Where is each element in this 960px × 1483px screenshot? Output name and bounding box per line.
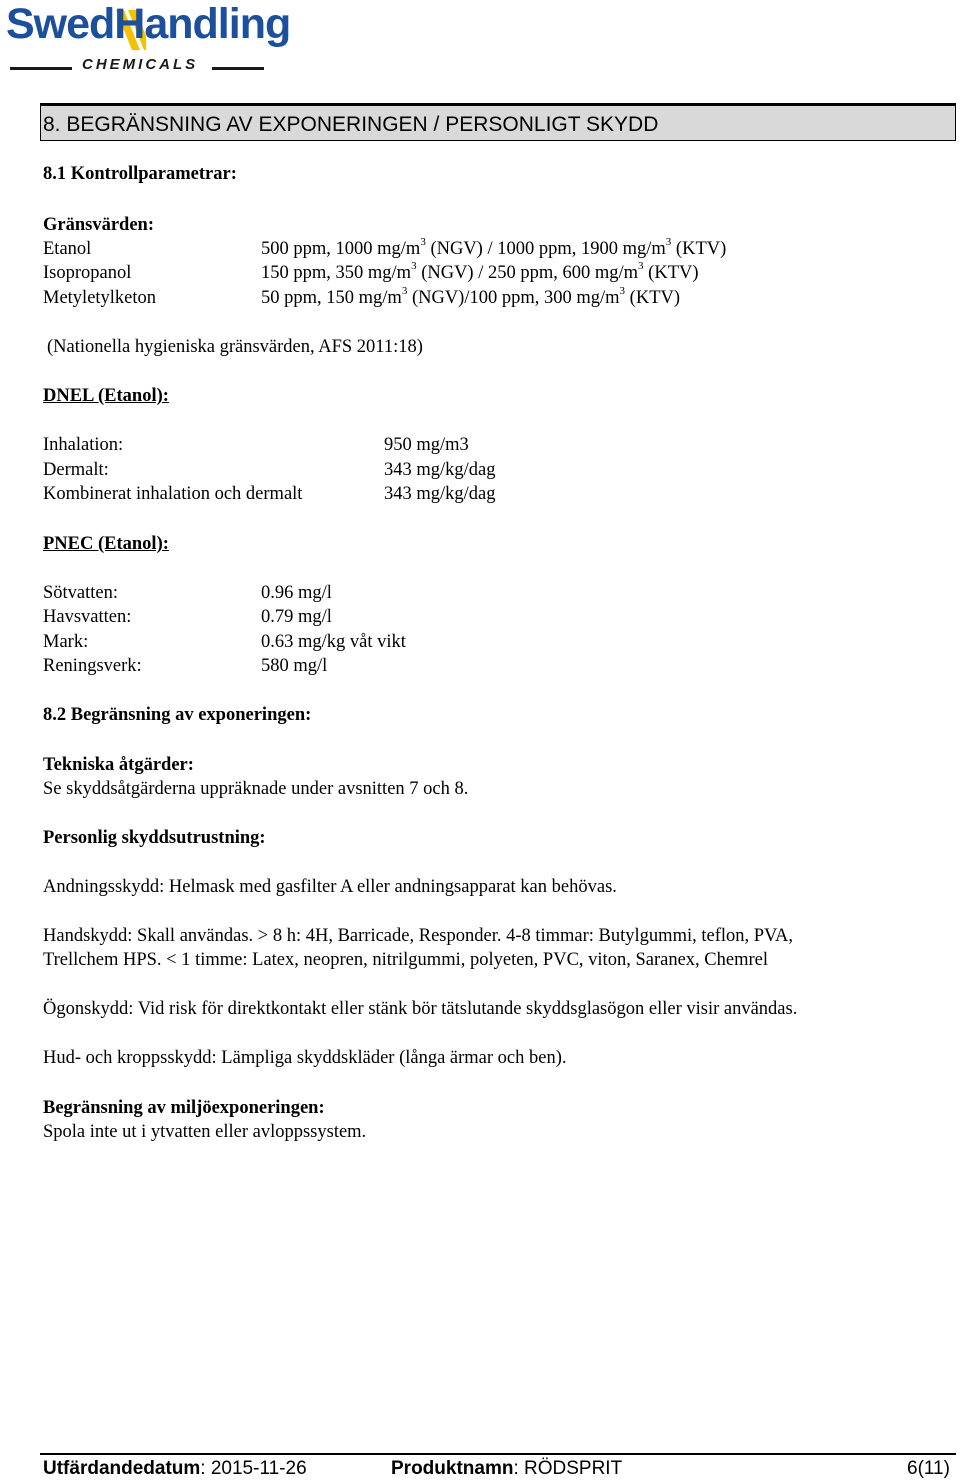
ppe-body-text: Hud- och kroppsskydd: Lämpliga skyddskläder (långa ärmar och ben).	[43, 1048, 567, 1068]
logo-brand: SwedHandling	[6, 0, 291, 48]
subsection-8-2-heading: 8.2 Begränsning av exponeringen:	[43, 705, 312, 725]
limits-note: (Nationella hygieniska gränsvärden, AFS 2011:18)	[47, 337, 423, 357]
limit-values-etanol: 500 ppm, 1000 $mg/m^3$ (NGV) / 1000 ppm, 1900 $mg/m^3$ (KTV)	[261, 235, 727, 259]
footer-page-number: 6(11)	[907, 1458, 950, 1479]
logo-sub: CHEMICALS	[82, 56, 199, 73]
dnel-label-inhalation: Inhalation:	[43, 435, 124, 455]
env-exposure-text: Spola inte ut i ytvatten eller avloppssystem.	[43, 1122, 367, 1142]
subsection-8-1-heading: 8.1 Kontrollparametrar:	[43, 164, 237, 184]
ppe-eyes-text: Ögonskydd: Vid risk för direktkontakt eller stänk bör tätslutande skyddsglasögon eller visir användas.	[43, 999, 798, 1019]
logo-line-left	[10, 67, 72, 70]
footer-issue-date: Utfärdandedatum: 2015-11-26	[43, 1458, 307, 1479]
env-exposure-heading: Begränsning av miljöexponeringen:	[43, 1098, 325, 1118]
dnel-value-inhalation: 950 mg/m3	[384, 435, 469, 455]
pnec-label-freshwater: Sötvatten:	[43, 583, 119, 603]
limit-substance-etanol: Etanol	[43, 239, 92, 259]
dnel-label-combined: Kombinerat inhalation och dermalt	[43, 484, 303, 504]
pnec-value-treatment-plant: 580 mg/l	[261, 656, 328, 676]
logo-line-right	[212, 67, 264, 70]
technical-measures-text: Se skyddsåtgärderna uppräknade under avsnitten 7 och 8.	[43, 779, 469, 799]
pnec-value-seawater: 0.79 mg/l	[261, 607, 332, 627]
ppe-hands-text-line2: Trellchem HPS. < 1 timme: Latex, neopren, nitrilgummi, polyeten, PVC, viton, Saranex, Chemrel	[43, 950, 768, 970]
limit-values-isopropanol: 150 ppm, 350 $mg/m^3$ (NGV) / 250 ppm, 600 $mg/m^3$ (KTV)	[261, 259, 699, 283]
section-header-bar	[40, 103, 956, 141]
company-logo	[2, 0, 291, 76]
limits-heading: Gränsvärden:	[43, 215, 154, 235]
footer-product-name: Produktnamn: RÖDSPRIT	[391, 1458, 623, 1479]
pnec-value-soil: 0.63 mg/kg våt vikt	[261, 632, 406, 652]
dnel-label-dermal: Dermalt:	[43, 460, 109, 480]
dnel-value-dermal: 343 mg/kg/dag	[384, 460, 496, 480]
ppe-heading: Personlig skyddsutrustning:	[43, 828, 266, 848]
pnec-label-seawater: Havsvatten:	[43, 607, 132, 627]
dnel-heading: DNEL (Etanol):	[43, 386, 169, 406]
pnec-label-treatment-plant: Reningsverk:	[43, 656, 142, 676]
limit-substance-metyletylketon: Metyletylketon	[43, 288, 157, 308]
technical-measures-heading: Tekniska åtgärder:	[43, 755, 194, 775]
pnec-label-soil: Mark:	[43, 632, 89, 652]
limit-substance-isopropanol: Isopropanol	[43, 263, 132, 283]
ppe-breathing-text: Andningsskydd: Helmask med gasfilter A eller andningsapparat kan behövas.	[43, 877, 617, 897]
dnel-value-combined: 343 mg/kg/dag	[384, 484, 496, 504]
pnec-value-freshwater: 0.96 mg/l	[261, 583, 332, 603]
ppe-hands-text-line1: Handskydd: Skall användas. > 8 h: 4H, Barricade, Responder. 4-8 timmar: Butylgummi, teflon, PVA,	[43, 926, 793, 946]
section-title: 8. BEGRÄNSNING AV EXPONERINGEN / PERSONLIGT SKYDD	[43, 113, 659, 136]
limit-values-metyletylketon: 50 ppm, 150 $mg/m^3$ (NGV)/100 ppm, 300 $mg/m^3$ (KTV)	[261, 284, 681, 308]
footer-divider	[40, 1453, 956, 1455]
pnec-heading: PNEC (Etanol):	[43, 534, 169, 554]
